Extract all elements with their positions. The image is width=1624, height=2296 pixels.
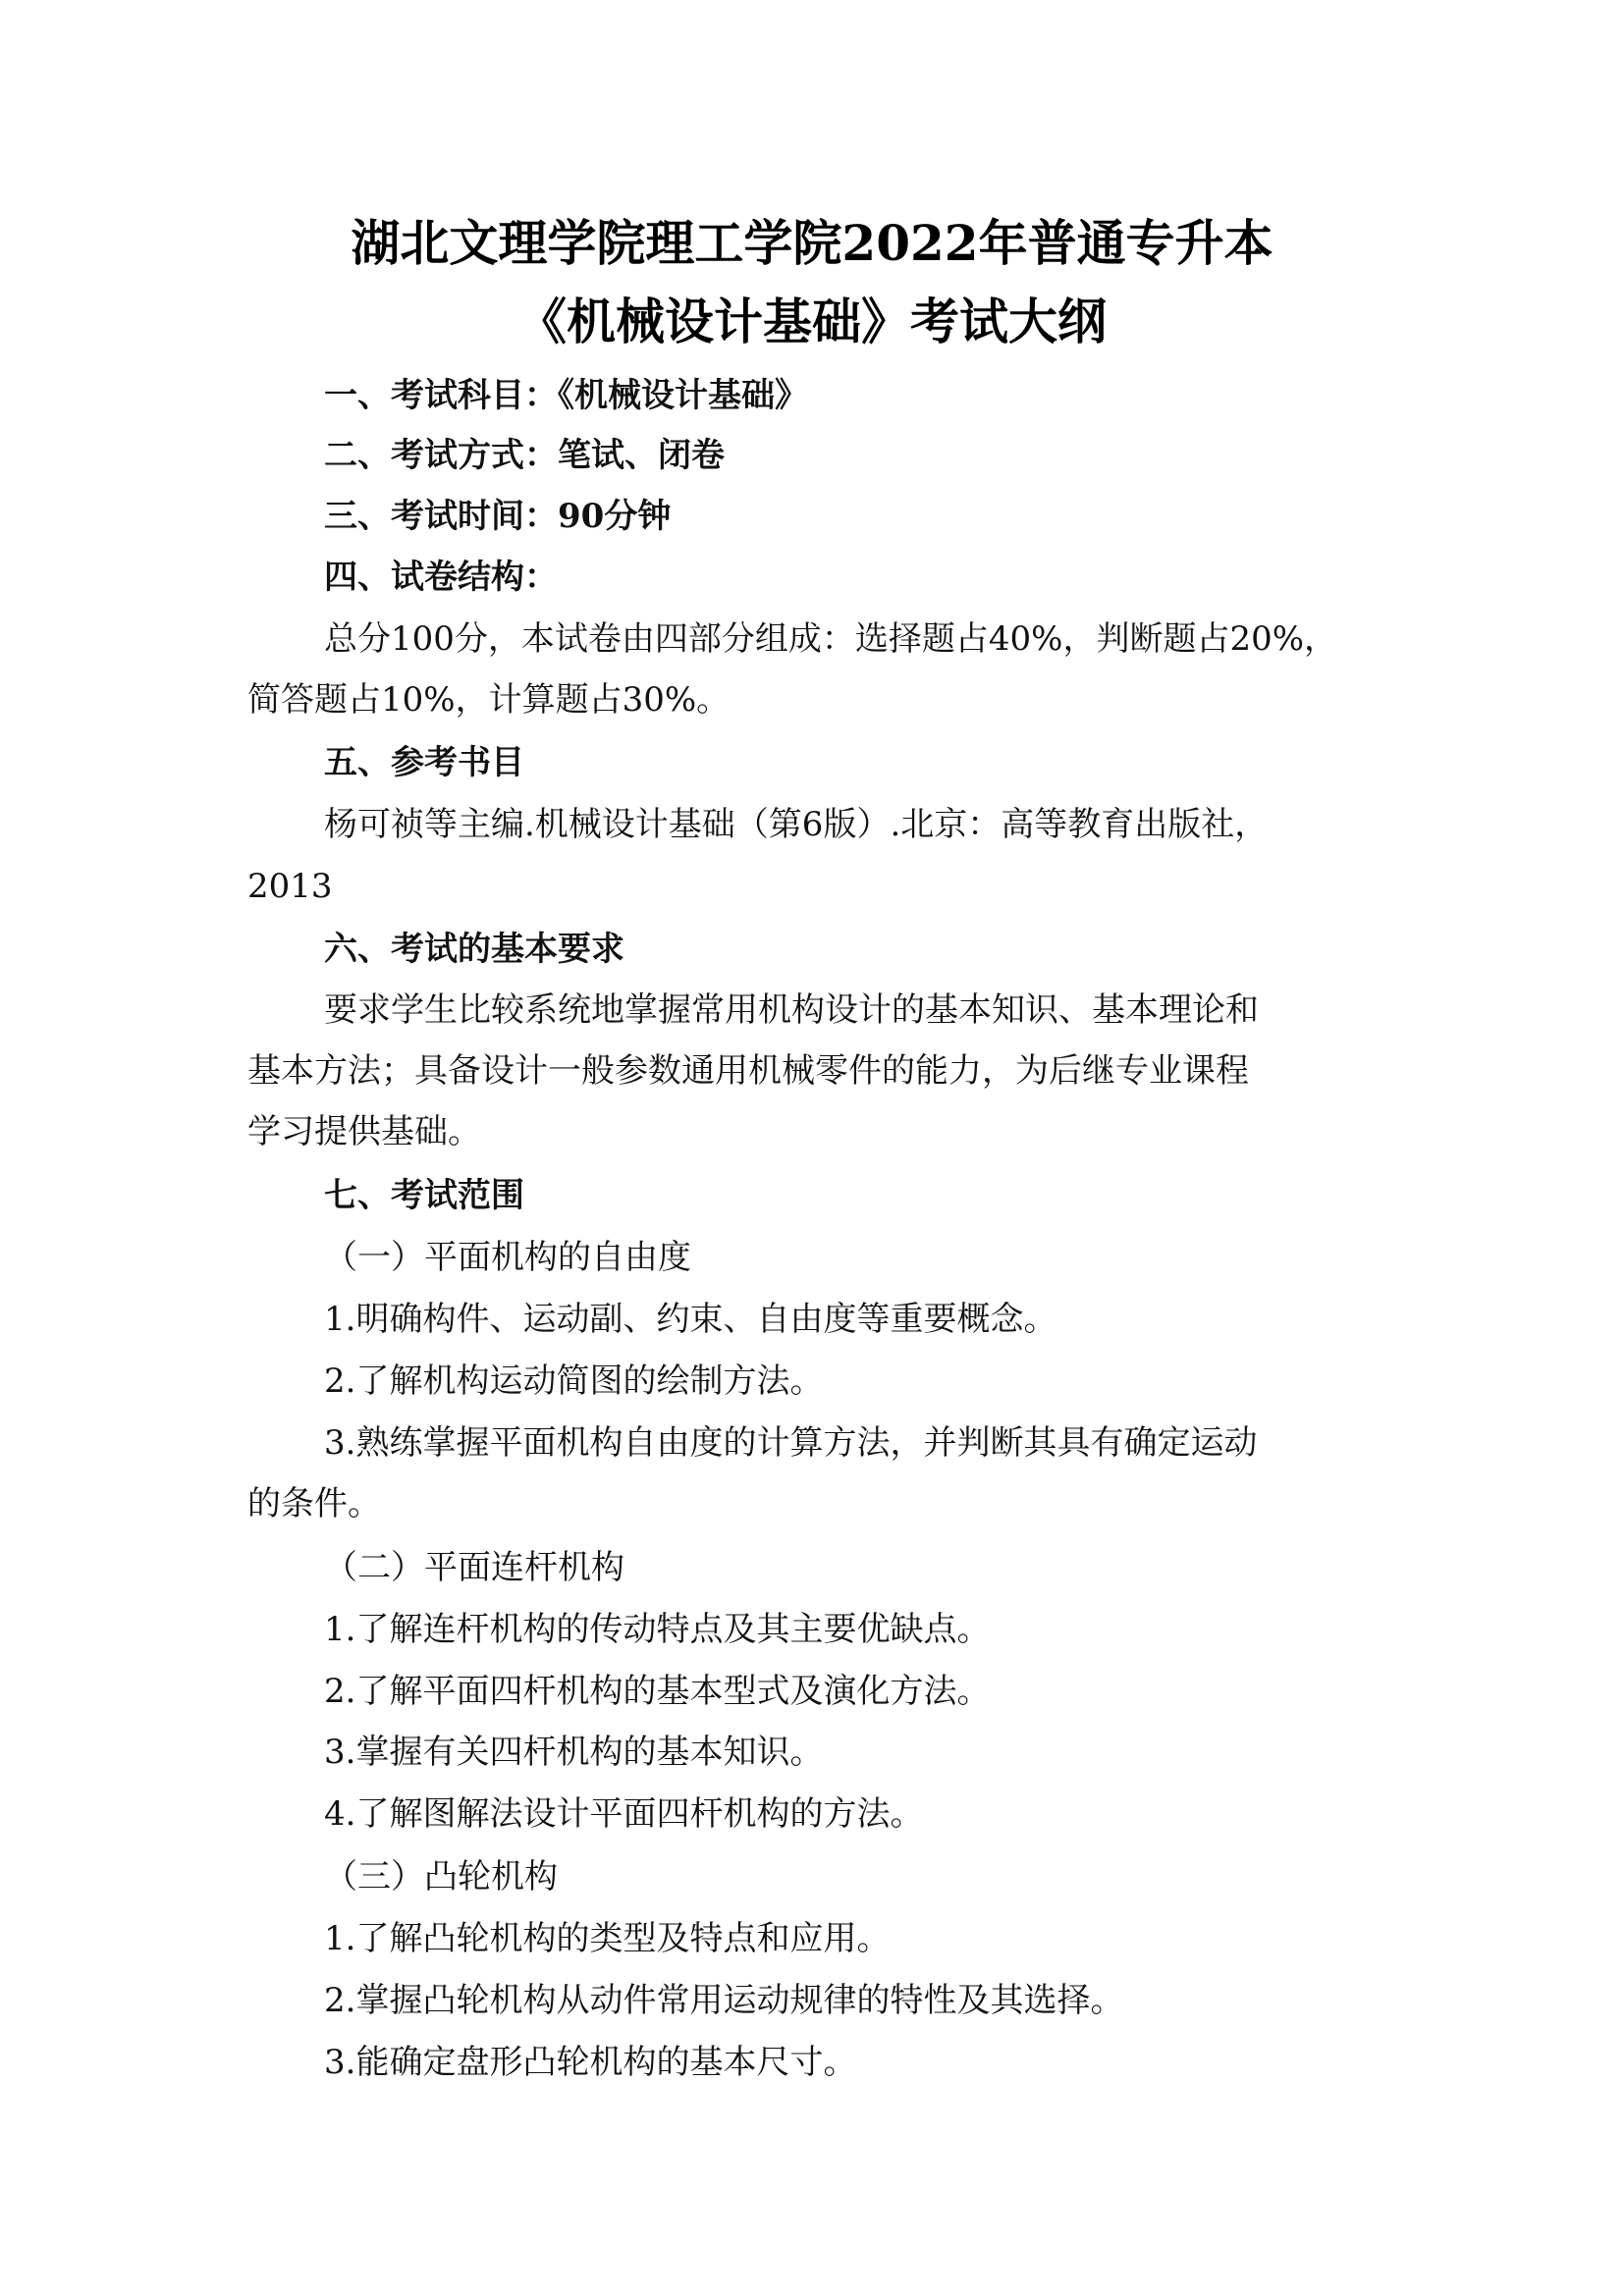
section-exam-time: 三、考试时间：90分钟: [324, 497, 672, 536]
paragraph-structure-line2: 简答题占10%，计算题占30%。: [247, 680, 731, 720]
list-item: 3.能确定盘形凸轮机构的基本尺寸。: [324, 2043, 857, 2082]
paragraph-structure-line1: 总分100分，本试卷由四部分组成：选择题占40%，判断题占20%，: [324, 619, 1338, 659]
section-paper-structure: 四、试卷结构：: [324, 558, 558, 597]
list-item-continuation: 的条件。: [247, 1484, 381, 1523]
paragraph-reference-line1: 杨可祯等主编.机械设计基础（第6版）.北京：高等教育出版社，: [324, 805, 1269, 844]
list-item: 2.了解平面四杆机构的基本型式及演化方法。: [324, 1672, 991, 1711]
section-exam-method: 二、考试方式：笔试、闭卷: [324, 436, 725, 475]
list-item: 2.掌握凸轮机构从动件常用运动规律的特性及其选择。: [324, 1981, 1124, 2020]
subsection-planar-mechanism-dof: （一）平面机构的自由度: [324, 1238, 691, 1277]
paragraph-requirements-line3: 学习提供基础。: [247, 1112, 481, 1151]
list-item: 4.了解图解法设计平面四杆机构的方法。: [324, 1794, 924, 1834]
subsection-planar-linkage: （二）平面连杆机构: [324, 1548, 624, 1587]
list-item: 3.熟练掌握平面机构自由度的计算方法，并判断其具有确定运动: [324, 1423, 1258, 1463]
list-item: 1.了解连杆机构的传动特点及其主要优缺点。: [324, 1610, 991, 1649]
list-item: 3.掌握有关四杆机构的基本知识。: [324, 1733, 824, 1772]
list-item: 2.了解机构运动简图的绘制方法。: [324, 1362, 824, 1401]
section-exam-scope: 七、考试范围: [324, 1176, 524, 1215]
document-title-line2: 《机械设计基础》考试大纲: [517, 293, 1107, 350]
document-title-line1: 湖北文理学院理工学院2022年普通专升本: [351, 214, 1273, 272]
paragraph-requirements-line2: 基本方法；具备设计一般参数通用机械零件的能力，为后继专业课程: [247, 1051, 1249, 1091]
list-item: 1.明确构件、运动副、约束、自由度等重要概念。: [324, 1300, 1057, 1339]
section-reference-books: 五、参考书目: [324, 743, 524, 782]
section-exam-subject: 一、考试科目：《机械设计基础》: [324, 376, 808, 415]
list-item: 1.了解凸轮机构的类型及特点和应用。: [324, 1919, 891, 1958]
subsection-cam-mechanism: （三）凸轮机构: [324, 1857, 558, 1896]
paragraph-reference-line2: 2013: [247, 867, 333, 906]
section-basic-requirements: 六、考试的基本要求: [324, 930, 624, 969]
paragraph-requirements-line1: 要求学生比较系统地掌握常用机构设计的基本知识、基本理论和: [324, 990, 1259, 1030]
